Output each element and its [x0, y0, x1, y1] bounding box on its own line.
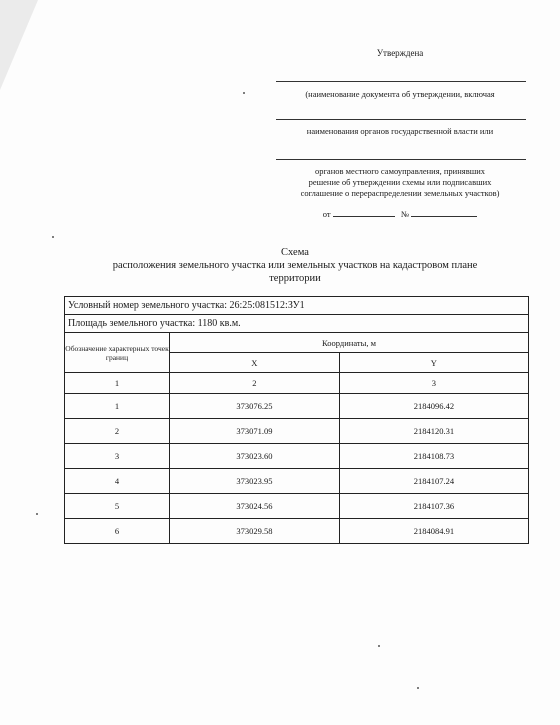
scheme-title: Схема	[281, 247, 309, 258]
approval-caption-2: наименования органов государственной власти или	[306, 126, 494, 136]
approval-line-3	[276, 159, 526, 160]
x-cell: 373029.58	[170, 519, 340, 544]
scan-speck	[378, 645, 380, 647]
point-cell: 2	[65, 419, 170, 444]
y-cell: 2184096.42	[339, 394, 528, 419]
scan-speck	[36, 513, 38, 515]
approval-caption-3: органов местного самоуправления, принявших	[314, 166, 486, 176]
point-cell: 6	[65, 519, 170, 544]
point-cell: 1	[65, 394, 170, 419]
column-number: 3	[339, 373, 528, 394]
scheme-heading	[60, 246, 530, 285]
page-fold-shadow	[0, 0, 38, 90]
approval-title: Утверждена	[376, 48, 424, 58]
approval-caption-1: (наименование документа об утверждении, включая	[305, 89, 495, 99]
table-row	[65, 394, 529, 419]
parcel-number: Условный номер земельного участка: 26:25:081512:ЗУ1	[65, 297, 529, 315]
approval-line-1	[276, 81, 526, 82]
x-cell: 373024.56	[170, 494, 340, 519]
approval-caption-5: соглашение о перераспределении земельных участков)	[300, 188, 500, 198]
x-cell: 373071.09	[170, 419, 340, 444]
date-prefix: от	[322, 209, 331, 219]
table-row	[65, 419, 529, 444]
y-cell: 2184084.91	[339, 519, 528, 544]
x-cell: 373023.95	[170, 469, 340, 494]
number-blank	[411, 208, 477, 217]
table-row	[65, 494, 529, 519]
table-row	[65, 519, 529, 544]
approval-line-2	[276, 119, 526, 120]
y-cell: 2184107.24	[339, 469, 528, 494]
scheme-subtitle-2: территории	[269, 273, 321, 284]
approval-date-line	[270, 208, 530, 219]
col-header-y: Y	[339, 353, 528, 373]
y-cell: 2184120.31	[339, 419, 528, 444]
point-cell: 3	[65, 444, 170, 469]
scan-speck	[243, 92, 245, 94]
approval-caption-4: решение об утверждении схемы или подписавших	[308, 177, 492, 187]
point-cell: 5	[65, 494, 170, 519]
y-cell: 2184108.73	[339, 444, 528, 469]
col-header-coordinates: Координаты, м	[170, 333, 529, 353]
column-number: 1	[65, 373, 170, 394]
col-header-point: Обозначение характерных точек границ	[65, 333, 170, 373]
table-row	[65, 444, 529, 469]
x-cell: 373076.25	[170, 394, 340, 419]
coordinates-table	[64, 296, 529, 544]
parcel-area: Площадь земельного участка: 1180 кв.м.	[65, 315, 529, 333]
y-cell: 2184107.36	[339, 494, 528, 519]
x-cell: 373023.60	[170, 444, 340, 469]
point-cell: 4	[65, 469, 170, 494]
scan-speck	[417, 687, 419, 689]
scheme-subtitle-1: расположения земельного участка или земельных участков на кадастровом плане	[112, 260, 478, 271]
date-blank	[333, 208, 395, 217]
column-numbers-row	[65, 373, 529, 394]
col-header-x: X	[170, 353, 340, 373]
scan-speck	[52, 236, 54, 238]
number-prefix: №	[401, 209, 410, 219]
column-number: 2	[170, 373, 340, 394]
table-row	[65, 469, 529, 494]
